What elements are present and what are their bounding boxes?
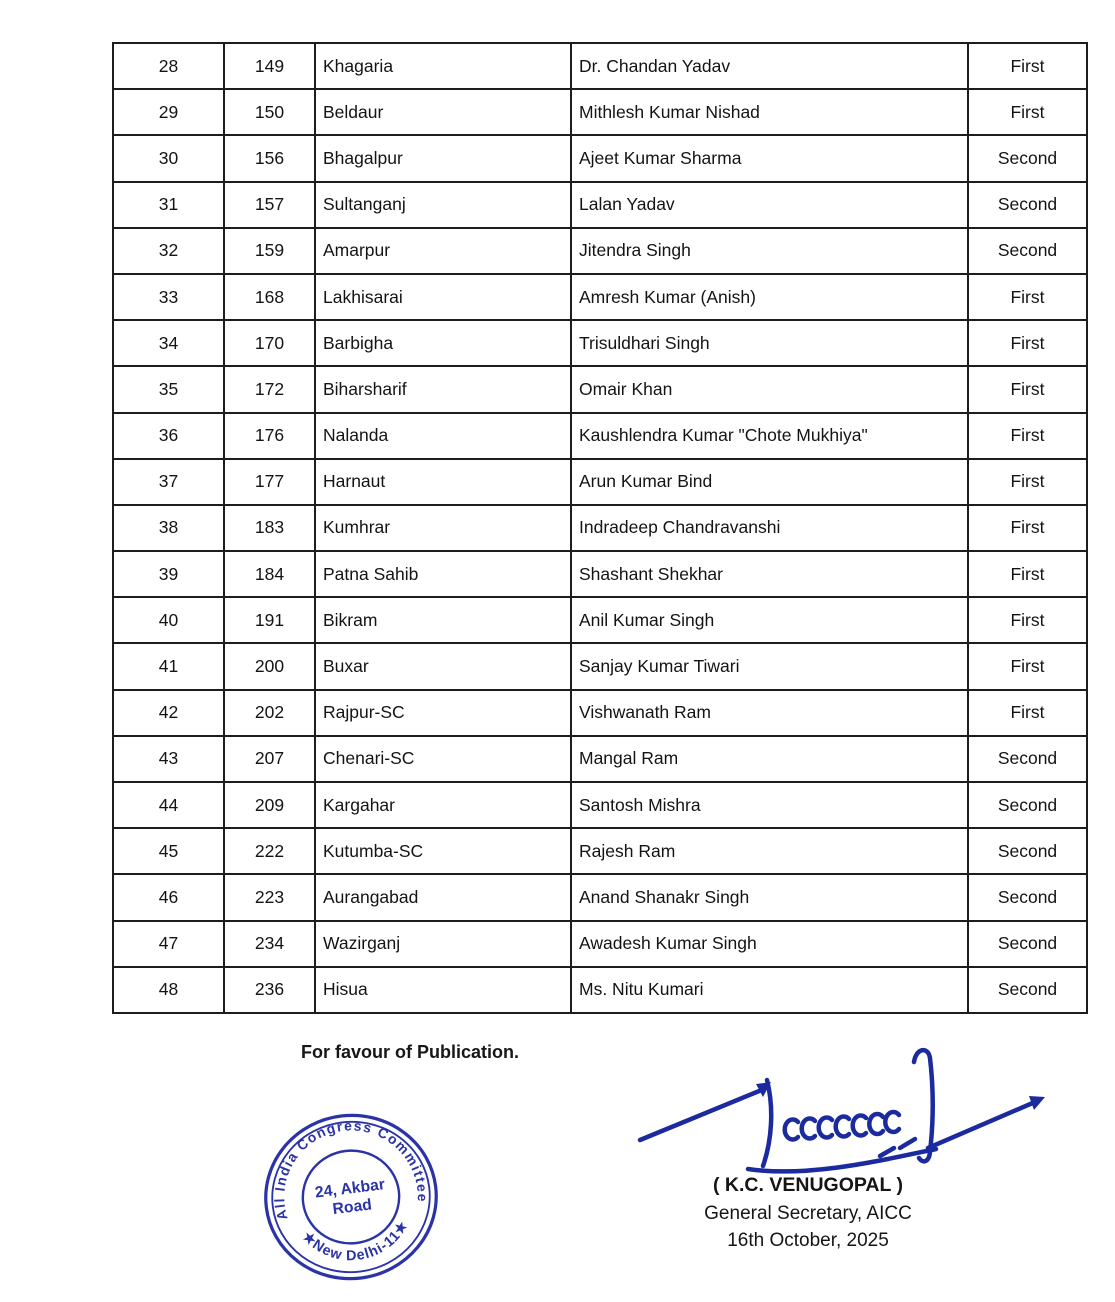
cell-candidate-name: Santosh Mishra (571, 782, 968, 828)
cell-constituency-no: 191 (224, 597, 315, 643)
table-row (113, 43, 1087, 89)
cell-constituency-name: Sultanganj (315, 182, 571, 228)
cell-constituency-no: 150 (224, 89, 315, 135)
cell-candidate-name: Arun Kumar Bind (571, 459, 968, 505)
cell-constituency-name: Wazirganj (315, 921, 571, 967)
cell-constituency-no: 222 (224, 828, 315, 874)
cell-constituency-no: 236 (224, 967, 315, 1013)
cell-poll-phase: Second (968, 874, 1087, 920)
cell-serial-number: 48 (113, 967, 224, 1013)
cell-serial-number: 39 (113, 551, 224, 597)
cell-poll-phase: First (968, 89, 1087, 135)
cell-poll-phase: First (968, 43, 1087, 89)
cell-serial-number: 36 (113, 413, 224, 459)
cell-serial-number: 44 (113, 782, 224, 828)
cell-constituency-name: Harnaut (315, 459, 571, 505)
cell-poll-phase: Second (968, 782, 1087, 828)
cell-serial-number: 29 (113, 89, 224, 135)
table-row (113, 182, 1087, 228)
stamp-bottom-text: ★New Delhi-11★ (298, 1217, 412, 1265)
table-row (113, 366, 1087, 412)
cell-candidate-name: Jitendra Singh (571, 228, 968, 274)
cell-serial-number: 35 (113, 366, 224, 412)
signatory-date: 16th October, 2025 (727, 1230, 889, 1251)
table-row (113, 505, 1087, 551)
cell-serial-number: 47 (113, 921, 224, 967)
cell-poll-phase: First (968, 505, 1087, 551)
cell-poll-phase: First (968, 597, 1087, 643)
cell-constituency-name: Kargahar (315, 782, 571, 828)
cell-candidate-name: Mithlesh Kumar Nishad (571, 89, 968, 135)
cell-constituency-no: 172 (224, 366, 315, 412)
cell-serial-number: 28 (113, 43, 224, 89)
cell-poll-phase: First (968, 690, 1087, 736)
cell-constituency-name: Khagaria (315, 43, 571, 89)
table-row (113, 274, 1087, 320)
cell-candidate-name: Vishwanath Ram (571, 690, 968, 736)
cell-constituency-name: Kutumba-SC (315, 828, 571, 874)
signatory-title: General Secretary, AICC (704, 1203, 912, 1224)
signatory-block (628, 1174, 988, 1252)
cell-serial-number: 32 (113, 228, 224, 274)
table-row (113, 320, 1087, 366)
cell-constituency-no: 156 (224, 135, 315, 181)
cell-candidate-name: Ajeet Kumar Sharma (571, 135, 968, 181)
cell-constituency-name: Rajpur-SC (315, 690, 571, 736)
cell-serial-number: 30 (113, 135, 224, 181)
table-row (113, 89, 1087, 135)
cell-candidate-name: Indradeep Chandravanshi (571, 505, 968, 551)
cell-constituency-name: Patna Sahib (315, 551, 571, 597)
cell-constituency-name: Chenari-SC (315, 736, 571, 782)
cell-candidate-name: Anand Shanakr Singh (571, 874, 968, 920)
cell-constituency-no: 176 (224, 413, 315, 459)
cell-candidate-name: Trisuldhari Singh (571, 320, 968, 366)
cell-poll-phase: First (968, 320, 1087, 366)
cell-constituency-no: 159 (224, 228, 315, 274)
cell-candidate-name: Lalan Yadav (571, 182, 968, 228)
cell-constituency-name: Barbigha (315, 320, 571, 366)
table-row (113, 597, 1087, 643)
cell-candidate-name: Rajesh Ram (571, 828, 968, 874)
table-row (113, 228, 1087, 274)
cell-serial-number: 45 (113, 828, 224, 874)
cell-serial-number: 31 (113, 182, 224, 228)
cell-poll-phase: First (968, 366, 1087, 412)
cell-poll-phase: Second (968, 182, 1087, 228)
cell-serial-number: 43 (113, 736, 224, 782)
cell-constituency-no: 149 (224, 43, 315, 89)
cell-poll-phase: Second (968, 135, 1087, 181)
stamp-address-line1: 24, Akbar (314, 1176, 386, 1202)
cell-constituency-no: 184 (224, 551, 315, 597)
signatory-name: ( K.C. VENUGOPAL ) (713, 1174, 903, 1196)
cell-constituency-name: Nalanda (315, 413, 571, 459)
table-row (113, 874, 1087, 920)
publication-note: For favour of Publication. (301, 1042, 520, 1062)
cell-constituency-no: 202 (224, 690, 315, 736)
cell-serial-number: 41 (113, 643, 224, 689)
cell-constituency-no: 170 (224, 320, 315, 366)
candidate-table-body (113, 43, 1087, 1013)
cell-constituency-no: 183 (224, 505, 315, 551)
cell-candidate-name: Ms. Nitu Kumari (571, 967, 968, 1013)
cell-constituency-no: 223 (224, 874, 315, 920)
candidate-table (112, 42, 1088, 1014)
cell-poll-phase: Second (968, 967, 1087, 1013)
cell-constituency-no: 177 (224, 459, 315, 505)
cell-constituency-name: Aurangabad (315, 874, 571, 920)
cell-constituency-no: 234 (224, 921, 315, 967)
cell-constituency-name: Biharsharif (315, 366, 571, 412)
table-row (113, 643, 1087, 689)
table-row (113, 551, 1087, 597)
cell-constituency-no: 157 (224, 182, 315, 228)
cell-candidate-name: Sanjay Kumar Tiwari (571, 643, 968, 689)
cell-poll-phase: First (968, 274, 1087, 320)
cell-poll-phase: First (968, 459, 1087, 505)
cell-constituency-no: 168 (224, 274, 315, 320)
table-row (113, 782, 1087, 828)
cell-poll-phase: Second (968, 736, 1087, 782)
stamp-top-text: All India Congress Committee (271, 1117, 431, 1222)
cell-serial-number: 34 (113, 320, 224, 366)
cell-serial-number: 42 (113, 690, 224, 736)
cell-serial-number: 33 (113, 274, 224, 320)
cell-serial-number: 40 (113, 597, 224, 643)
cell-serial-number: 38 (113, 505, 224, 551)
cell-candidate-name: Mangal Ram (571, 736, 968, 782)
cell-constituency-no: 209 (224, 782, 315, 828)
cell-serial-number: 46 (113, 874, 224, 920)
cell-candidate-name: Omair Khan (571, 366, 968, 412)
aicc-round-stamp (248, 1097, 454, 1296)
cell-constituency-name: Buxar (315, 643, 571, 689)
signature-ink-icon (628, 1036, 1058, 1184)
cell-candidate-name: Shashant Shekhar (571, 551, 968, 597)
stamp-address-line2: Road (331, 1196, 373, 1219)
cell-poll-phase: First (968, 413, 1087, 459)
table-row (113, 921, 1087, 967)
cell-candidate-name: Amresh Kumar (Anish) (571, 274, 968, 320)
cell-constituency-name: Beldaur (315, 89, 571, 135)
table-row (113, 828, 1087, 874)
stamp-graphic (248, 1097, 454, 1296)
cell-candidate-name: Anil Kumar Singh (571, 597, 968, 643)
table-row (113, 135, 1087, 181)
cell-candidate-name: Dr. Chandan Yadav (571, 43, 968, 89)
cell-constituency-name: Amarpur (315, 228, 571, 274)
cell-constituency-no: 200 (224, 643, 315, 689)
cell-candidate-name: Kaushlendra Kumar "Chote Mukhiya" (571, 413, 968, 459)
cell-constituency-name: Bhagalpur (315, 135, 571, 181)
signature (628, 1036, 1058, 1184)
cell-constituency-name: Bikram (315, 597, 571, 643)
cell-constituency-name: Lakhisarai (315, 274, 571, 320)
table-row (113, 736, 1087, 782)
table-row (113, 459, 1087, 505)
cell-constituency-name: Kumhrar (315, 505, 571, 551)
cell-constituency-name: Hisua (315, 967, 571, 1013)
cell-poll-phase: First (968, 643, 1087, 689)
cell-candidate-name: Awadesh Kumar Singh (571, 921, 968, 967)
table-row (113, 413, 1087, 459)
table-row (113, 690, 1087, 736)
cell-serial-number: 37 (113, 459, 224, 505)
cell-poll-phase: Second (968, 921, 1087, 967)
cell-poll-phase: Second (968, 228, 1087, 274)
cell-constituency-no: 207 (224, 736, 315, 782)
table-row (113, 967, 1087, 1013)
cell-poll-phase: Second (968, 828, 1087, 874)
cell-poll-phase: First (968, 551, 1087, 597)
